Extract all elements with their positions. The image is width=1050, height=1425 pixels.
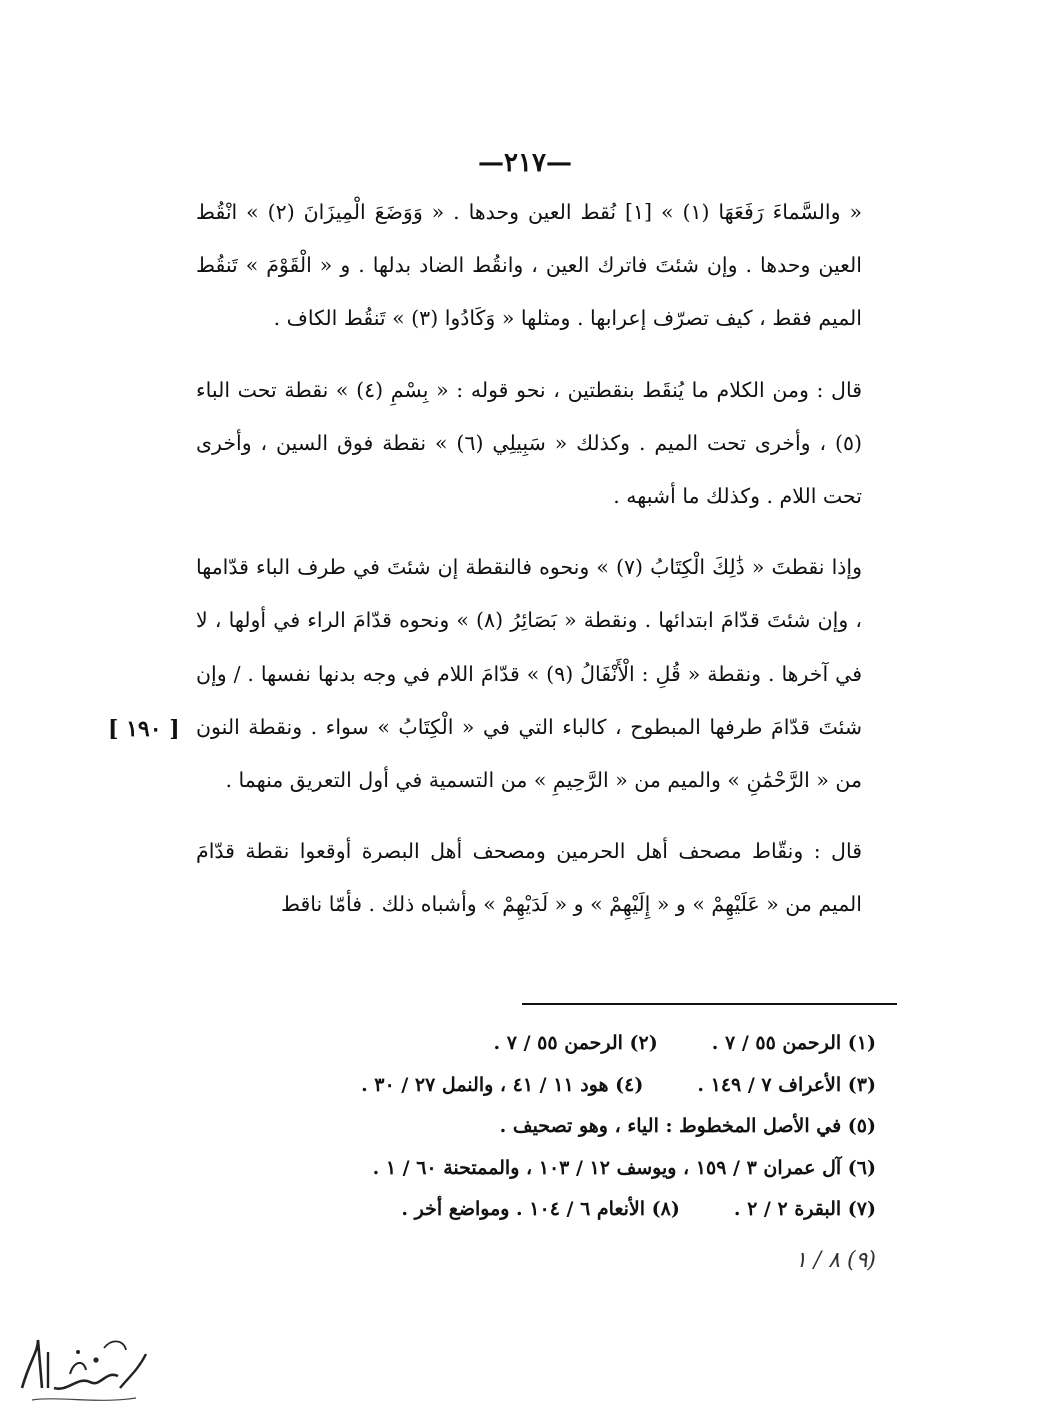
footnote-8: (٨) الأنعام ٦ / ١٠٤ . ومواضع أخر . xyxy=(401,1198,680,1220)
footnote-line xyxy=(206,1023,876,1065)
footnote-6: (٦) آل عمران ٣ / ١٥٩ ، ويوسف ١٢ / ١٠٣ ، والممتحنة ٦٠ / ١ . xyxy=(372,1156,876,1179)
library-stamp-logo xyxy=(8,1330,158,1408)
paragraph-4: قال : ونقّاط مصحف أهل الحرمين ومصحف أهل البصرة أوقعوا نقطة قدّامَ الميم من « عَلَيْهِمْ » و « إِلَيْهِمْ » و « لَدَيْهِمْ » وأشباه ذلك . فأمّا ناقط xyxy=(196,839,862,917)
handwritten-note: (٩) ٨ / ١ xyxy=(794,1248,876,1273)
footnote-line xyxy=(206,1065,876,1107)
paragraph-1: « والسَّماءَ رَفَعَهَا (١) » [١] نُقط العين وحدها . « وَوَضَعَ الْمِيزَانَ (٢) » انْقُط العين وحدها . وإن شئتَ فاترك العين ، وانقُط الضاد بدلها . و « الْقَوْمَ » تَنقُط الميم فقط ، كيف تصرّف إعرابها . ومثلها « وَكَادُوا (٣) » تَنقُط الكاف . xyxy=(196,200,863,331)
footnote-line xyxy=(206,1189,876,1231)
page-number: —٢١٧— xyxy=(478,148,572,178)
footnote-4: (٤) هود ١١ / ٤١ ، والنمل ٢٧ / ٣٠ . xyxy=(361,1073,644,1096)
footnote-5: (٥) في الأصل المخطوط : الياء ، وهو تصحيف . xyxy=(499,1115,876,1137)
footnote-divider xyxy=(522,1003,897,1005)
footnote-line xyxy=(206,1148,876,1190)
footnote-1: (١) الرحمن ٥٥ / ٧ . xyxy=(711,1032,876,1054)
paragraph-3: وإذا نقطتَ « ذَٰلِكَ الْكِتَابُ (٧) » ونحوه فالنقطة إن شئتَ في طرف الباء قدّامها ، وإن شئتَ قدّامَ ابتدائها . ونقطة « بَصَائِرُ (٨) » ونحوه قدّامَ الراء في أولها ، لا في آخرها . ونقطة « قُلِ : الْأَنْفَالُ (٩) » قدّامَ اللام في وجه بدنها نفسها . / وإن شئتَ قدّامَ طرفها المبطوح ، كالباء التي في « الْكِتَابُ » سواء . ونقطة النون من « الرَّحْمَٰنِ » والميم من « الرَّحِيمِ » من التسمية في أول التعريق منهما . xyxy=(196,555,862,793)
paragraph-2: قال : ومن الكلام ما يُنقَط بنقطتين ، نحو قوله : « بِسْمِ (٤) » نقطة تحت الباء (٥) ، وأخرى تحت الميم . وكذلك « سَبِيلِي (٦) » نقطة فوق السين ، وأخرى تحت اللام . وكذلك ما أشبهه . xyxy=(196,377,863,509)
main-text xyxy=(196,186,896,932)
footnote-7: (٧) البقرة ٢ / ٢ . xyxy=(733,1198,876,1220)
footnote-3: (٣) الأعراف ٧ / ١٤٩ . xyxy=(697,1073,876,1096)
footnotes xyxy=(206,1023,876,1231)
footnote-2: (٢) الرحمن ٥٥ / ٧ . xyxy=(493,1032,658,1054)
folio-marker: [ ١٩٠ ] xyxy=(108,716,180,742)
footnote-line xyxy=(206,1106,876,1148)
